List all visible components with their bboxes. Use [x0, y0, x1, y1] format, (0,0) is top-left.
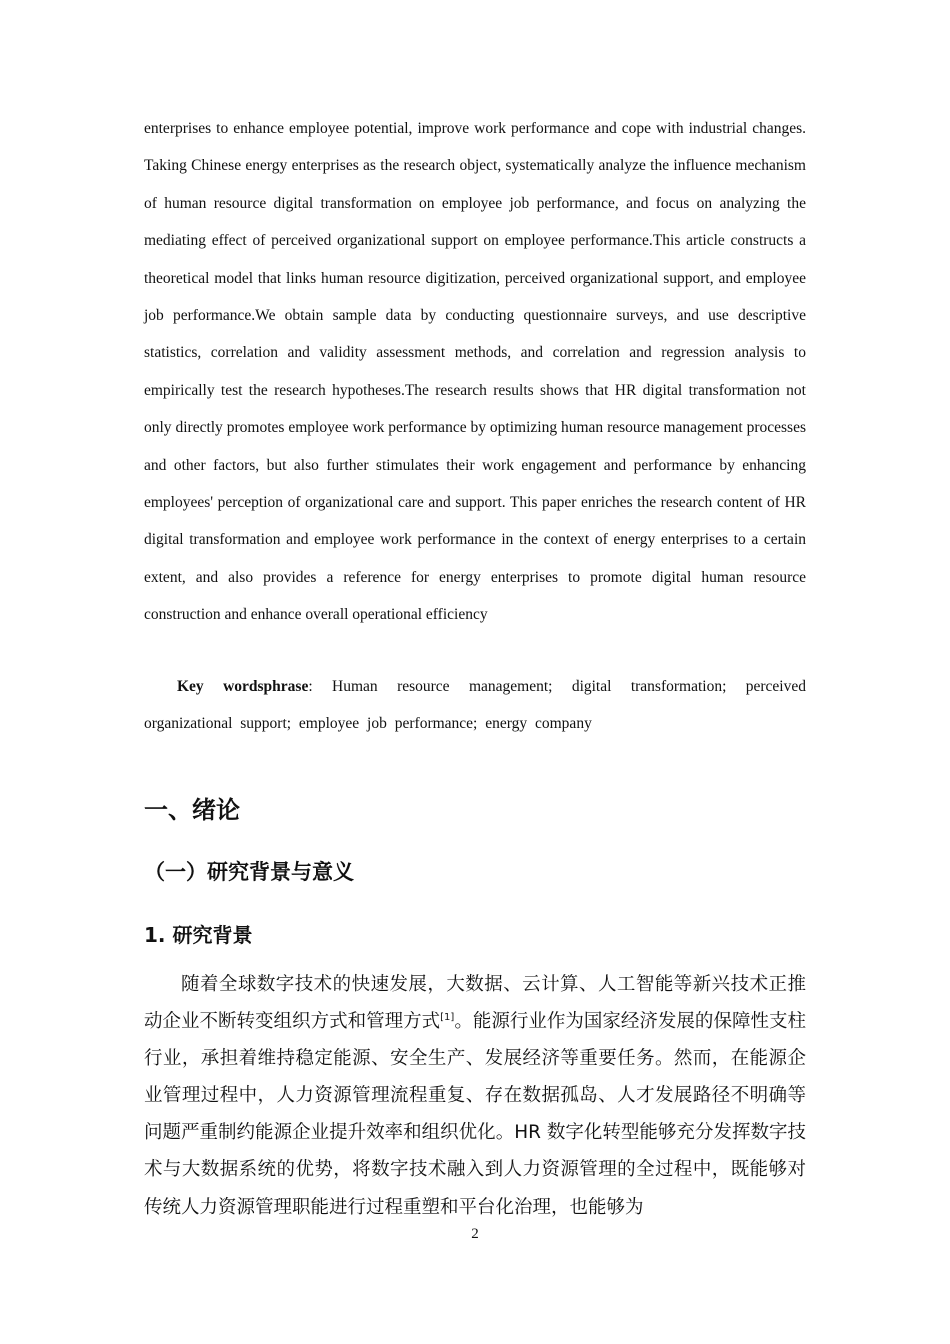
citation-marker: [1]: [440, 1011, 455, 1023]
abstract-paragraph: enterprises to enhance employee potential, improve work performance and cope with industrial changes. Taking Chinese energy enterprises as the research object, systematically analyze the influence mechanism of human resource digital transformation on employee job performance, and focus on analyzing the mediating effect of perceived organizational support on employee performance.This article constructs a theoretical model that links human resource digitization, perceived organizational support, and employee job performance.We obtain sample data by conducting questionnaire surveys, and use descriptive statistics, correlation and validity assessment methods, and correlation and regression analysis to empirically test the research hypotheses.The research results shows that HR digital transformation not only directly promotes employee work performance by optimizing human resource management processes and other factors, but also further stimulates their work engagement and performance by enhancing employees' perception of organizational care and support. This paper enriches the research content of HR digital transformation and employee work performance in the context of energy enterprises to a certain extent, and also provides a reference for energy enterprises to promote digital human resource construction and enhance overall operational efficiency: [144, 120, 806, 624]
body-paragraph: [144, 966, 806, 1226]
keywords-paragraph: [144, 668, 806, 742]
subsection-heading: 1. 研究背景: [144, 923, 253, 947]
keywords-label: Key wordsphrase: [177, 678, 309, 695]
section-heading: （一）研究背景与意义: [144, 860, 354, 884]
body-text-part2: 。能源行业作为国家经济发展的保障性支柱行业，承担着维持稳定能源、安全生产、发展经济等重要任务。然而，在能源企业管理过程中，人力资源管理流程重复、存在数据孤岛、人才发展路径不明确等问题严重制约能源企业提升效率和组织优化。HR 数字化转型能够充分发挥数字技术与大数据系统的优势，将数字技术融入到人力资源管理的全过程中，既能够对传统人力资源管理职能进行过程重塑和平台化治理，也能够为: [144, 1011, 806, 1218]
english-abstract: [144, 110, 806, 634]
chapter-heading: 一、绪论: [144, 796, 240, 824]
keywords-separator: :: [308, 678, 333, 695]
page-number: 2: [471, 1226, 479, 1242]
body-text-part1: 随着全球数字技术的快速发展，大数据、云计算、人工智能等新兴技术正推动企业不断转变组织方式和管理方式: [144, 974, 806, 1033]
keywords-text: Human resource management; digital transformation; perceived organizational support; employee job performance; energy company: [144, 678, 806, 732]
